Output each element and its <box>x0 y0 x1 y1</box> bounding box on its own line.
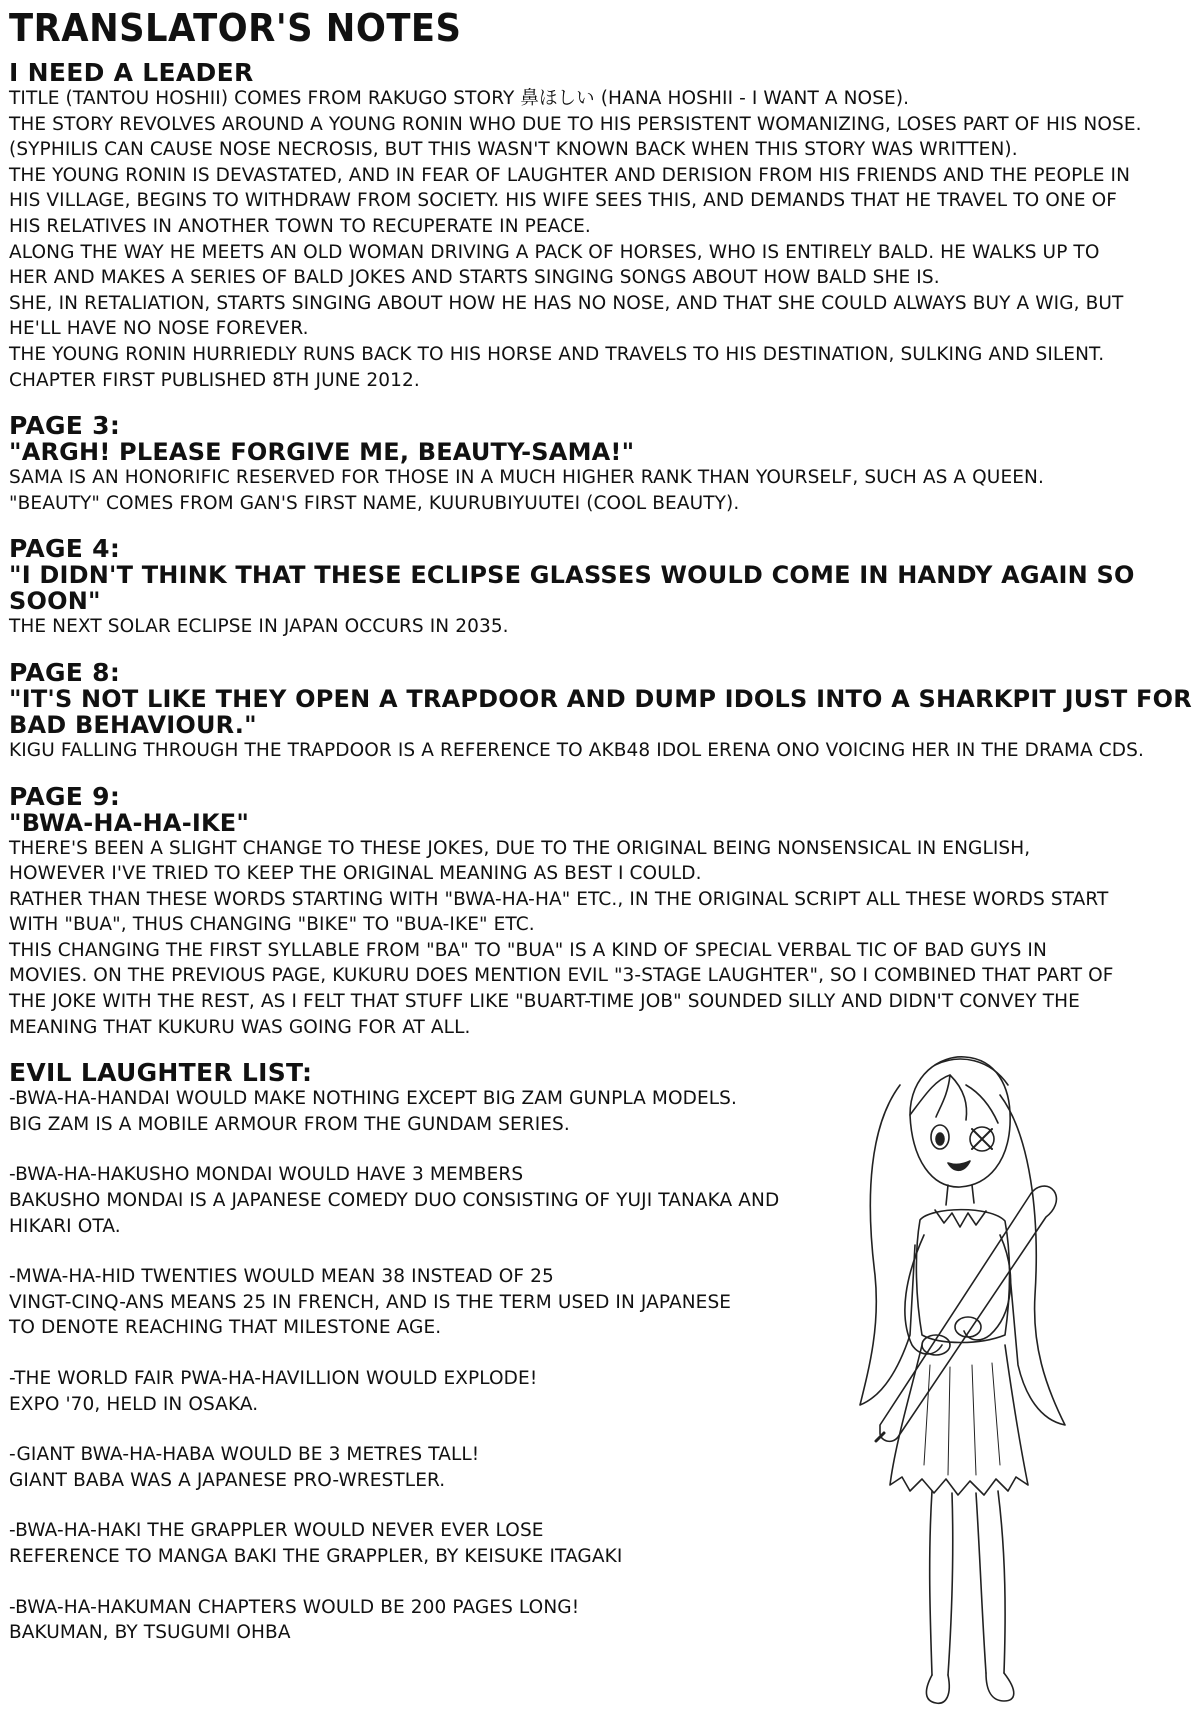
note-line: BAKUSHO MONDAI IS A JAPANESE COMEDY DUO CONSISTING OF YUJI TANAKA AND <box>9 1190 780 1212</box>
section-page-4 <box>9 536 1194 640</box>
note-line: THERE'S BEEN A SLIGHT CHANGE TO THESE JOKES, DUE TO THE ORIGINAL BEING NONSENSICAL IN ENGLISH, <box>9 837 1031 859</box>
note-line: KIGU FALLING THROUGH THE TRAPDOOR IS A REFERENCE TO AKB48 IDOL ERENA ONO VOICING HER IN THE DRAMA CDS. <box>9 739 1144 761</box>
section-page-9 <box>9 781 1194 1041</box>
note-line: GIANT BABA WAS A JAPANESE PRO-WRESTLER. <box>9 1469 446 1491</box>
note-line: WITH "BUA", THUS CHANGING "BIKE" TO "BUA-IKE" ETC. <box>9 914 535 936</box>
note-line: -BWA-HA-HAKUSHO MONDAI WOULD HAVE 3 MEMBERS <box>9 1164 524 1186</box>
note-line: SAMA IS AN HONORIFIC RESERVED FOR THOSE IN A MUCH HIGHER RANK THAN YOURSELF, SUCH AS A QUEEN. <box>9 467 1044 489</box>
note-line: EXPO '70, HELD IN OSAKA. <box>9 1393 259 1415</box>
right-leg <box>976 1491 1005 1673</box>
note-line: RATHER THAN THESE WORDS STARTING WITH "BWA-HA-HA" ETC., IN THE ORIGINAL SCRIPT ALL THESE WORDS START <box>9 888 1109 910</box>
section-heading: PAGE 3: <box>9 411 121 441</box>
note-line: HIS VILLAGE, BEGINS TO WITHDRAW FROM SOCIETY. HIS WIFE SEES THIS, AND DEMANDS THAT HE TRAVEL TO ONE OF <box>9 190 1118 212</box>
page-title: TRANSLATOR'S NOTES <box>9 6 462 50</box>
right-foot <box>986 1673 1014 1701</box>
note-line: THIS CHANGING THE FIRST SYLLABLE FROM "BA" TO "BUA" IS A KIND OF SPECIAL VERBAL TIC OF BAD GUYS IN <box>9 939 1047 961</box>
section-heading: PAGE 8: <box>9 657 121 687</box>
note-line: (SYPHILIS CAN CAUSE NOSE NECROSIS, BUT THIS WASN'T KNOWN BACK WHEN THIS STORY WAS WRITTEN). <box>9 139 1018 161</box>
note-line: VINGT-CINQ-ANS MEANS 25 IN FRENCH, AND IS THE TERM USED IN JAPANESE <box>9 1291 732 1313</box>
section-page-8 <box>9 657 1194 764</box>
note-line: -BWA-HA-HANDAI WOULD MAKE NOTHING EXCEPT BIG ZAM GUNPLA MODELS. <box>9 1088 737 1110</box>
note-line: THE YOUNG RONIN IS DEVASTATED, AND IN FEAR OF LAUGHTER AND DERISION FROM HIS FRIENDS AND THE PEOPLE IN <box>9 164 1131 186</box>
girl-with-bat-illustration <box>840 1045 1080 1715</box>
section-page-3 <box>9 413 1194 516</box>
note-line: SHE, IN RETALIATION, STARTS SINGING ABOUT HOW HE HAS NO NOSE, AND THAT SHE COULD ALWAYS BUY A WIG, BUT <box>9 292 1124 314</box>
hair-back <box>860 1085 915 1405</box>
note-line: -BWA-HA-HAKUMAN CHAPTERS WOULD BE 200 PAGES LONG! <box>9 1596 580 1618</box>
section-heading: EVIL LAUGHTER LIST: <box>9 1058 313 1088</box>
note-line: HER AND MAKES A SERIES OF BALD JOKES AND STARTS SINGING SONGS ABOUT HOW BALD SHE IS. <box>9 267 940 289</box>
note-line: BAKUMAN, BY TSUGUMI OHBA <box>9 1622 291 1644</box>
note-line: REFERENCE TO MANGA BAKI THE GRAPPLER, BY KEISUKE ITAGAKI <box>9 1545 623 1567</box>
note-line: THE YOUNG RONIN HURRIEDLY RUNS BACK TO HIS HORSE AND TRAVELS TO HIS DESTINATION, SULKING AND SILENT. <box>9 343 1105 365</box>
note-line: MEANING THAT KUKURU WAS GOING FOR AT ALL. <box>9 1016 471 1038</box>
note-line: CHAPTER FIRST PUBLISHED 8TH JUNE 2012. <box>9 369 420 391</box>
note-line: -MWA-HA-HID TWENTIES WOULD MEAN 38 INSTEAD OF 25 <box>9 1266 554 1288</box>
section-quote: "IT'S NOT LIKE THEY OPEN A TRAPDOOR AND DUMP IDOLS INTO A SHARKPIT JUST FOR BAD BEHAVIOUR." <box>9 684 1192 739</box>
note-line: MOVIES. ON THE PREVIOUS PAGE, KUKURU DOES MENTION EVIL "3-STAGE LAUGHTER", SO I COMBINED THAT PART OF <box>9 965 1114 987</box>
note-line: "BEAUTY" COMES FROM GAN'S FIRST NAME, KUURUBIYUUTEI (COOL BEAUTY). <box>9 492 740 514</box>
section-heading: I NEED A LEADER <box>9 58 254 87</box>
skirt <box>890 1345 1028 1495</box>
section-quote: "I DIDN'T THINK THAT THESE ECLIPSE GLASSES WOULD COME IN HANDY AGAIN SO SOON" <box>9 561 1135 616</box>
right-arm <box>964 1235 1011 1340</box>
section-heading: PAGE 9: <box>9 781 121 811</box>
right-eye-icon <box>972 1129 992 1149</box>
note-line: BIG ZAM IS A MOBILE ARMOUR FROM THE GUNDAM SERIES. <box>9 1113 570 1135</box>
note-line: HE'LL HAVE NO NOSE FOREVER. <box>9 318 309 340</box>
note-line: -GIANT BWA-HA-HABA WOULD BE 3 METRES TALL! <box>9 1444 480 1466</box>
section-quote: "ARGH! PLEASE FORGIVE ME, BEAUTY-SAMA!" <box>9 438 635 467</box>
section-i-need-a-leader <box>9 60 1194 393</box>
note-line: TO DENOTE REACHING THAT MILESTONE AGE. <box>9 1317 442 1339</box>
left-foot <box>926 1675 949 1703</box>
note-line: THE NEXT SOLAR ECLIPSE IN JAPAN OCCURS IN 2035. <box>9 616 509 638</box>
note-line: -BWA-HA-HAKI THE GRAPPLER WOULD NEVER EVER LOSE <box>9 1520 544 1542</box>
note-line: ALONG THE WAY HE MEETS AN OLD WOMAN DRIVING A PACK OF HORSES, WHO IS ENTIRELY BALD. HE WALKS UP TO <box>9 241 1100 263</box>
note-line: TITLE (TANTOU HOSHII) COMES FROM RAKUGO STORY 鼻ほしい (HANA HOSHII - I WANT A NOSE). <box>9 88 910 109</box>
collar <box>935 1210 986 1227</box>
section-quote: "BWA-HA-HA-IKE" <box>9 808 250 837</box>
note-line: HOWEVER I'VE TRIED TO KEEP THE ORIGINAL MEANING AS BEST I COULD. <box>9 863 702 885</box>
note-line: THE JOKE WITH THE REST, AS I FELT THAT STUFF LIKE "BUART-TIME JOB" SOUNDED SILLY AND DIDN'T CONVEY THE <box>9 991 1080 1013</box>
neck <box>946 1185 974 1205</box>
torso <box>916 1210 1009 1343</box>
left-leg <box>930 1491 953 1675</box>
baseball-bat <box>880 1186 1056 1441</box>
note-line: HIS RELATIVES IN ANOTHER TOWN TO RECUPERATE IN PEACE. <box>9 215 591 237</box>
mouth <box>948 1161 970 1170</box>
note-line: -THE WORLD FAIR PWA-HA-HAVILLION WOULD EXPLODE! <box>9 1368 538 1389</box>
section-heading: PAGE 4: <box>9 534 121 564</box>
note-line: HIKARI OTA. <box>9 1215 121 1237</box>
note-line: THE STORY REVOLVES AROUND A YOUNG RONIN WHO DUE TO HIS PERSISTENT WOMANIZING, LOSES PART OF HIS NOSE. <box>9 113 1142 135</box>
